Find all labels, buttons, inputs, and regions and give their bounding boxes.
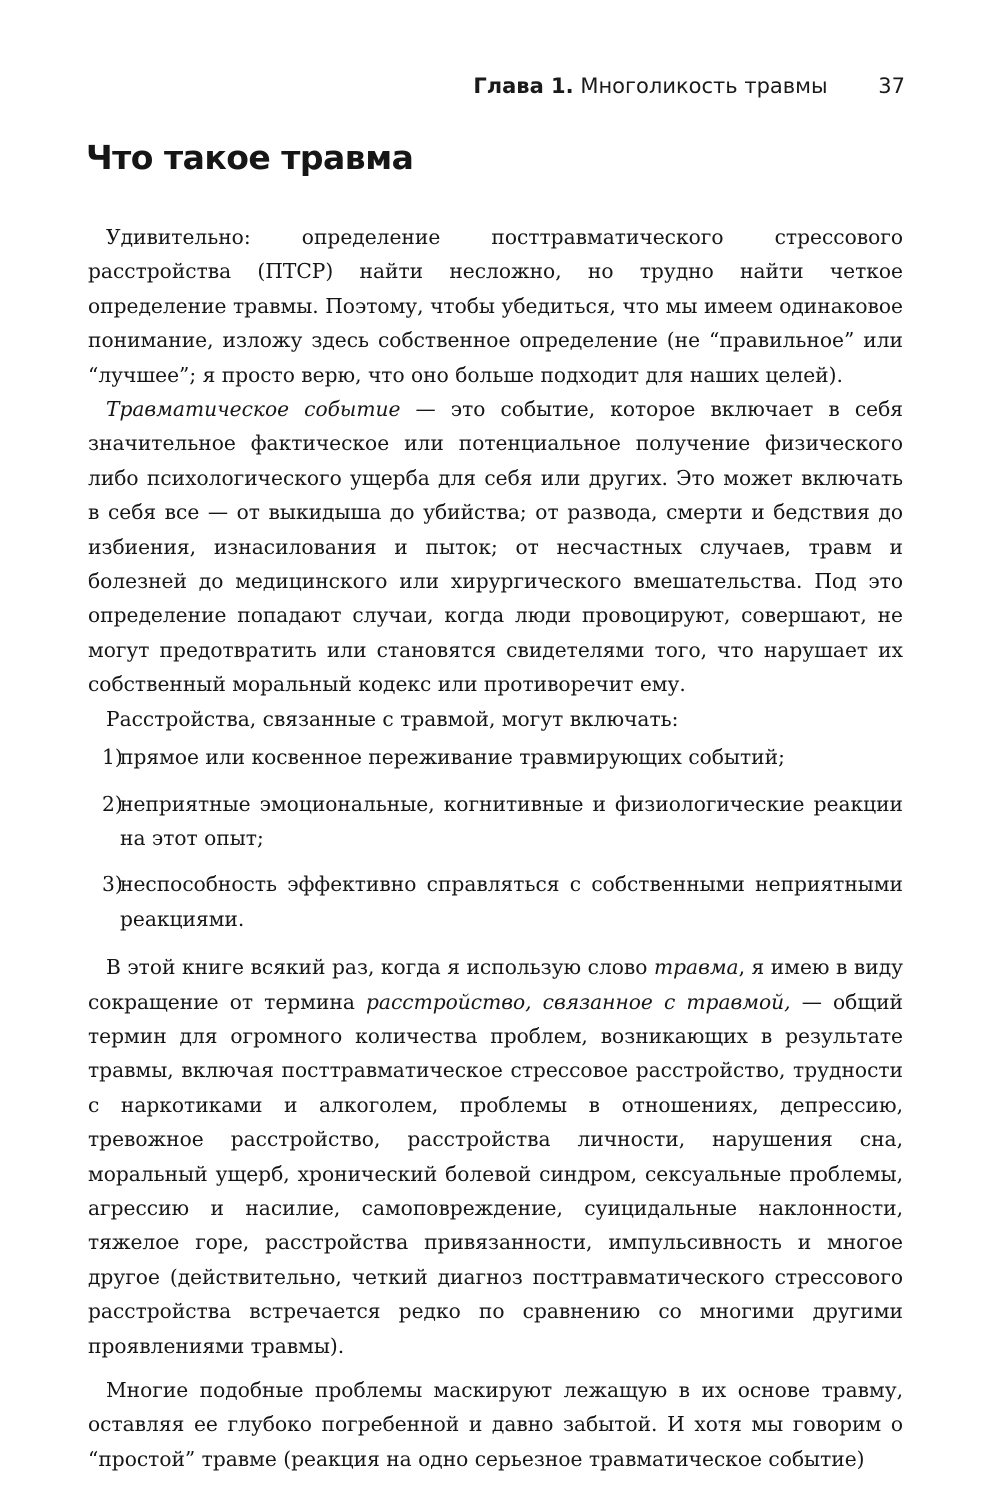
- paragraph-masked-problems: Многие подобные проблемы маскируют лежащую в их основе травму, оставляя ее глубоко погребенной и давно забытой. И хотя мы говорим о “простой” травме (реакция на одно серьезное травматическое событие): [88, 1378, 903, 1471]
- list-item-number: 1): [102, 745, 123, 770]
- term-trauma: травма: [653, 955, 739, 980]
- list-item-text: прямое или косвенное переживание травмирующих событий;: [120, 745, 785, 770]
- chapter-title: Многоликость травмы: [580, 74, 828, 98]
- running-head: [473, 74, 905, 98]
- chapter-label: Глава 1.: [473, 74, 574, 98]
- paragraph-list-intro: Расстройства, связанные с травмой, могут включать:: [106, 706, 679, 731]
- list-item: [88, 787, 903, 856]
- page-content: [88, 132, 903, 1476]
- term-trauma-related-disorder: расстройство, связанное с травмой,: [366, 989, 791, 1014]
- term-traumatic-event: Травматическое событие: [106, 397, 401, 422]
- text-segment: В этой книге всякий раз, когда я использую слово: [106, 955, 654, 980]
- page-number: 37: [878, 74, 905, 98]
- list-item-text: неприятные эмоциональные, когнитивные и физиологические реакции на этот опыт;: [120, 791, 903, 850]
- disorder-list: [88, 740, 903, 936]
- list-item: [88, 740, 903, 774]
- list-item: [88, 867, 903, 936]
- text-segment: , я имею в виду сокращение от термина: [88, 955, 903, 1014]
- list-item-number: 3): [102, 872, 123, 897]
- paragraph-intro: Удивительно: определение посттравматического стрессового расстройства (ПТСР) найти несложно, но трудно найти четкое определение травмы. Поэтому, чтобы убедиться, что мы имеем одинаковое понимание, изложу здесь собственное определение (не “правильное” или “лучшее”; я просто верю, что оно больше подходит для наших целей).: [88, 225, 903, 387]
- paragraph-term-usage: [88, 950, 903, 1363]
- list-item-text: неспособность эффективно справляться с собственными неприятными реакциями.: [120, 872, 903, 931]
- text-segment: — общий термин для огромного количества проблем, возникающих в результате травмы, включая посттравматическое стрессовое расстройство, трудности с наркотиками и алкоголем, проблемы в отношениях, депрессию, тревожное расстройство, расстройства личности, нарушения сна, моральный ущерб, хронический болевой синдром, сексуальные проблемы, агрессию и насилие, самоповреждение, суицидальные наклонности, тяжелое горе, расстройства привязанности, импульсивность и многое другое (действительно, четкий диагноз посттравматического стрессового расстройства встречается редко по сравнению со многими другими проявлениями травмы).: [88, 989, 903, 1358]
- definition-text: — это событие, которое включает в себя значительное фактическое или потенциальное получение физического либо психологического ущерба для себя или других. Это может включать в себя все — от выкидыша до убийства; от развода, смерти и бедствия до избиения, изнасилования и пыток; от несчастных случаев, травм и болезней до медицинского или хирургического вмешательства. Под это определение попадают случаи, когда люди провоцируют, совершают, не могут предотвратить или становятся свидетелями того, что нарушает их собственный моральный кодекс или противоречит ему.: [88, 397, 903, 697]
- section-heading: Что такое травма: [86, 138, 414, 177]
- list-item-number: 2): [102, 791, 123, 816]
- paragraph-definition: [88, 392, 903, 702]
